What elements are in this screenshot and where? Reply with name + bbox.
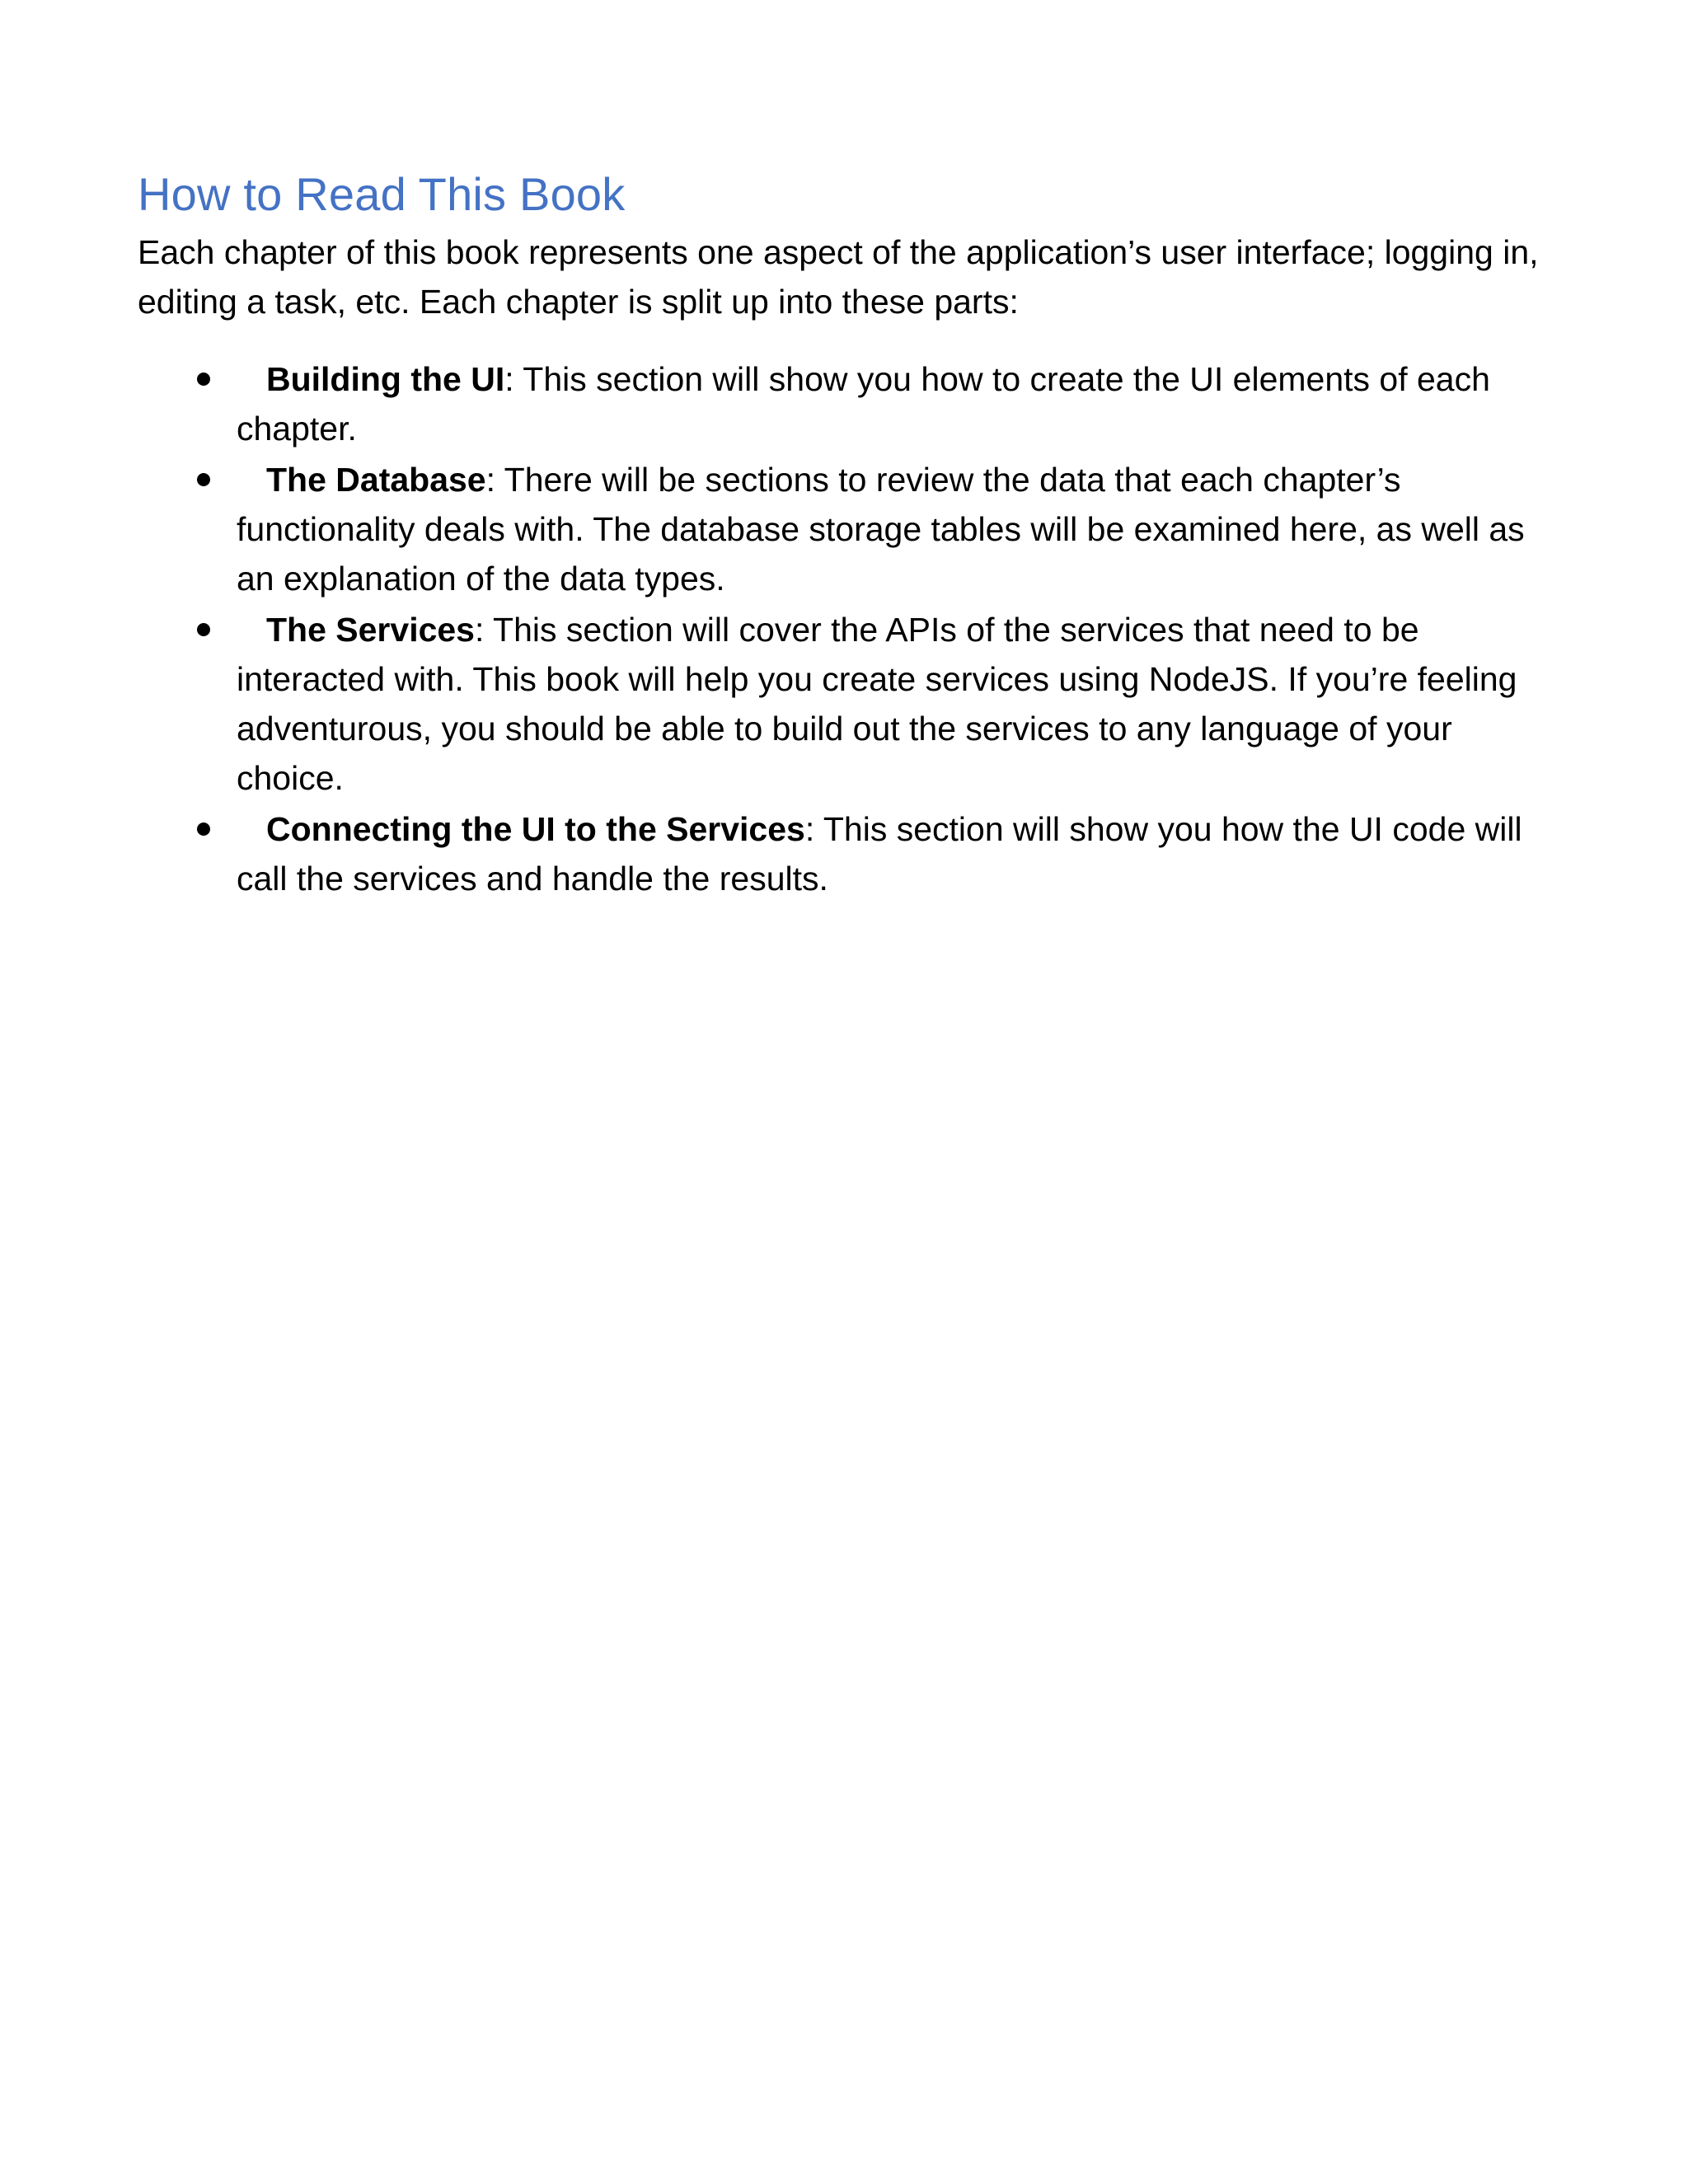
list-item-text: : This section will cover the APIs of the services that need to be interacted with. This book will help you create services using NodeJS. If you’re feeling adventurous, you should be able to build out the services to any language of your choice.: [237, 611, 1517, 797]
list-item-term: The Database: [266, 461, 486, 499]
section-heading: How to Read This Book: [138, 168, 626, 220]
list-item-term: Building the UI: [266, 360, 505, 398]
list-item: [138, 354, 1555, 453]
bullet-dot-icon: [197, 623, 210, 636]
list-item: [138, 804, 1555, 903]
list-item-text: : There will be sections to review the data that each chapter’s functionality deals with. The database storage tables will be examined here, as well as an explanation of the data types.: [237, 461, 1525, 598]
bullet-dot-icon: [197, 473, 210, 486]
bullet-dot-icon: [197, 823, 210, 836]
intro-paragraph: Each chapter of this book represents one aspect of the application’s user interface; logging in, editing a task, etc. Each chapter is split up into these parts:: [138, 233, 1539, 321]
list-item: [138, 455, 1555, 603]
document-content: [138, 162, 1555, 905]
list-item: [138, 605, 1555, 803]
list-item-text: : This section will show you how to create the UI elements of each chapter.: [237, 360, 1490, 448]
list-item-text: : This section will show you how the UI code will call the services and handle the results.: [237, 810, 1522, 898]
bullet-dot-icon: [197, 373, 210, 386]
list-item-term: Connecting the UI to the Services: [266, 810, 805, 848]
parts-list: [138, 354, 1555, 903]
list-item-term: The Services: [266, 611, 475, 649]
